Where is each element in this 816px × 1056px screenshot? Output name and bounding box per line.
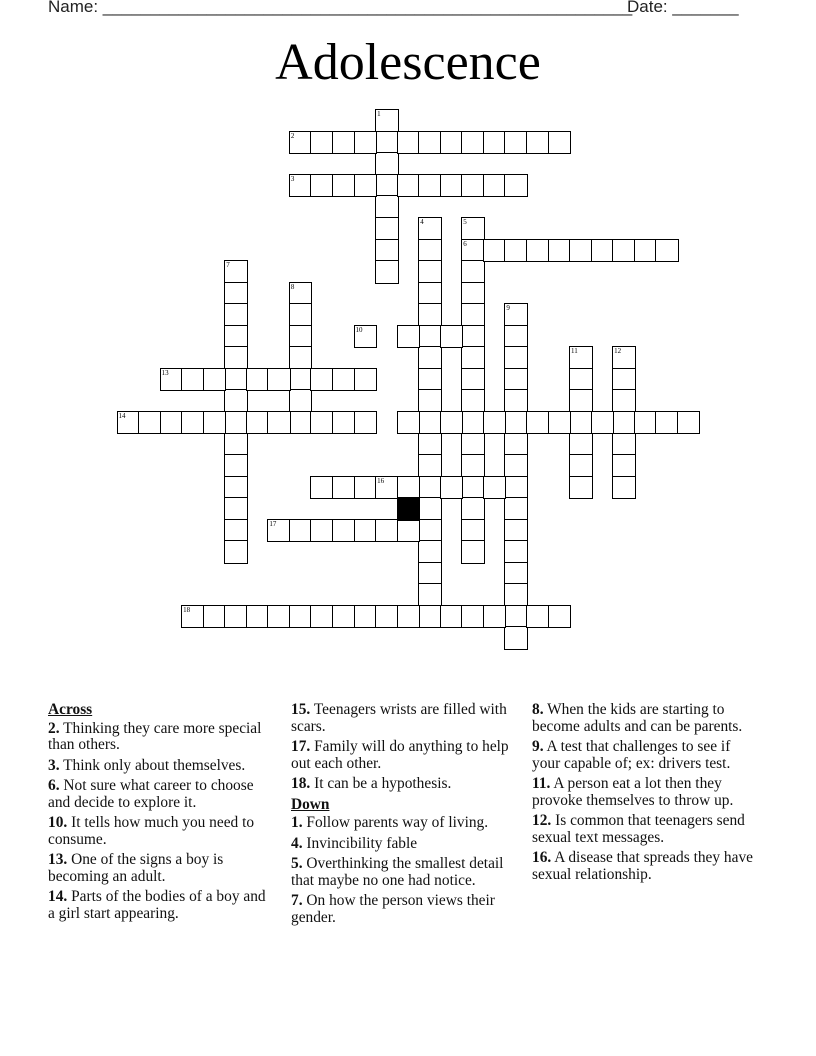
crossword-cell[interactable] (397, 411, 421, 435)
crossword-cell[interactable] (203, 605, 227, 629)
crossword-cell[interactable] (181, 411, 205, 435)
crossword-cell[interactable] (224, 282, 248, 306)
crossword-cell[interactable] (418, 346, 442, 370)
header (0, 0, 816, 21)
crossword-cell[interactable] (117, 411, 141, 435)
clue-number: 16 (377, 476, 385, 485)
clue-across-14: 14. Parts of the bodies of a boy and a girl start appearing. (48, 888, 266, 922)
clue-number: 13 (161, 368, 169, 377)
crossword-cell[interactable] (418, 562, 442, 586)
crossword-cell[interactable] (504, 433, 528, 457)
crossword-cell[interactable] (267, 519, 291, 543)
crossword-cell[interactable] (612, 368, 636, 392)
crossword-cell[interactable] (160, 368, 184, 392)
crossword-cell[interactable] (418, 325, 442, 349)
crossword-cell[interactable] (289, 325, 313, 349)
crossword-cell[interactable] (224, 389, 248, 413)
crossword-cell[interactable] (504, 454, 528, 478)
crossword-cell[interactable] (569, 476, 593, 500)
crossword-cell[interactable] (461, 454, 485, 478)
crossword-cell[interactable] (418, 260, 442, 284)
crossword-cell[interactable] (224, 605, 248, 629)
crossword-cell[interactable] (418, 411, 442, 435)
crossword-cell[interactable] (569, 346, 593, 370)
crossword-cell[interactable] (354, 325, 378, 349)
crossword-cell[interactable] (655, 411, 679, 435)
crossword-cell[interactable] (526, 239, 550, 263)
clue-number: 17 (269, 519, 277, 528)
crossword-cell[interactable] (375, 239, 399, 263)
crossword-cell[interactable] (203, 411, 227, 435)
clue-across-3: 3. Think only about themselves. (48, 756, 246, 774)
crossword-cell[interactable] (418, 540, 442, 564)
clues-column-1 (48, 702, 273, 926)
clues-column-2 (291, 702, 516, 930)
crossword-cell[interactable] (504, 131, 528, 155)
crossword-cell[interactable] (289, 519, 313, 543)
crossword-cell[interactable] (504, 411, 528, 435)
crossword-cell[interactable] (246, 368, 270, 392)
crossword-cell[interactable] (138, 411, 162, 435)
crossword-cell[interactable] (461, 411, 485, 435)
crossword-cell[interactable] (375, 519, 399, 543)
crossword-cell[interactable] (310, 131, 334, 155)
crossword-cell[interactable] (504, 519, 528, 543)
clue-down-5: 5. Overthinking the smallest detail that maybe no one had notice. (291, 855, 504, 889)
crossword-cell[interactable] (418, 239, 442, 263)
crossword-cell[interactable] (267, 411, 291, 435)
crossword-cell[interactable] (181, 605, 205, 629)
clue-number: 3 (290, 174, 295, 183)
crossword-cell[interactable] (224, 260, 248, 284)
crossword-cell[interactable] (310, 174, 334, 198)
clue-down-8: 8. When the kids are starting to become adults and can be parents. (532, 701, 743, 735)
clue-number: 4 (420, 218, 424, 226)
crossword-cell[interactable] (483, 131, 507, 155)
crossword-cell[interactable] (397, 605, 421, 629)
clue-number: 5 (463, 218, 467, 226)
crossword-cell[interactable] (310, 519, 334, 543)
crossword-cell[interactable] (289, 282, 313, 306)
clue-number: 1 (377, 110, 381, 119)
crossword-cell[interactable] (354, 519, 378, 543)
clue-down-9: 9. A test that challenges to see if your capable of; ex: drivers test. (532, 738, 731, 772)
crossword-cell[interactable] (504, 605, 528, 629)
crossword-cell[interactable] (504, 303, 528, 327)
crossword-cell[interactable] (461, 605, 485, 629)
crossword-cell[interactable] (612, 239, 636, 263)
clue-number: 12 (614, 347, 622, 356)
crossword-cell[interactable] (504, 583, 528, 607)
crossword-cell[interactable] (504, 368, 528, 392)
crossword-black-cell (397, 497, 421, 521)
clue-across-6: 6. Not sure what career to choose and decide to explore it. (48, 777, 254, 811)
crossword-cell[interactable] (375, 260, 399, 284)
clue-across-15: 15. Teenagers wrists are filled with scars. (291, 701, 507, 735)
crossword-cell[interactable] (548, 605, 572, 629)
crossword-cell[interactable] (375, 131, 399, 155)
crossword-cell[interactable] (224, 325, 248, 349)
crossword-cell[interactable] (504, 325, 528, 349)
crossword-cell[interactable] (224, 411, 248, 435)
crossword-cell[interactable] (483, 411, 507, 435)
crossword-cell[interactable] (548, 239, 572, 263)
crossword-cell[interactable] (289, 368, 313, 392)
clue-down-12: 12. Is common that teenagers send sexual text messages. (532, 812, 745, 846)
crossword-cell[interactable] (612, 476, 636, 500)
crossword-cell[interactable] (203, 368, 227, 392)
crossword-cell[interactable] (310, 411, 334, 435)
crossword-cell[interactable] (246, 605, 270, 629)
crossword-cell[interactable] (504, 476, 528, 500)
crossword-cell[interactable] (354, 605, 378, 629)
crossword-cell[interactable] (289, 605, 313, 629)
crossword-cell[interactable] (504, 540, 528, 564)
crossword-cell[interactable] (569, 368, 593, 392)
clues-column-3 (532, 702, 760, 887)
crossword-cell[interactable] (461, 131, 485, 155)
crossword-cell[interactable] (354, 411, 378, 435)
crossword-cell[interactable] (655, 239, 679, 263)
crossword-cell[interactable] (569, 389, 593, 413)
crossword-cell[interactable] (375, 152, 399, 176)
crossword-cell[interactable] (526, 605, 550, 629)
crossword-cell[interactable] (461, 303, 485, 327)
crossword-cell[interactable] (677, 411, 701, 435)
crossword-cell[interactable] (634, 411, 658, 435)
crossword-cell[interactable] (224, 476, 248, 500)
crossword-cell[interactable] (483, 174, 507, 198)
crossword-cell[interactable] (224, 368, 248, 392)
crossword-cell[interactable] (591, 411, 615, 435)
crossword-cell[interactable] (375, 605, 399, 629)
crossword-cell[interactable] (224, 303, 248, 327)
crossword-cell[interactable] (440, 174, 464, 198)
crossword-cell[interactable] (504, 174, 528, 198)
clue-across-18: 18. It can be a hypothesis. (291, 775, 452, 792)
crossword-cell[interactable] (418, 174, 442, 198)
clue-across-17: 17. Family will do anything to help out each other. (291, 738, 509, 772)
clue-number: 18 (183, 605, 191, 614)
crossword-cell[interactable] (289, 389, 313, 413)
crossword-cell[interactable] (418, 519, 442, 543)
clue-number: 14 (118, 411, 126, 420)
crossword-cell[interactable] (418, 217, 442, 241)
crossword-cell[interactable] (160, 411, 184, 435)
crossword-cell[interactable] (181, 368, 205, 392)
crossword-cell[interactable] (332, 476, 356, 500)
crossword-cell[interactable] (591, 239, 615, 263)
crossword-cell[interactable] (289, 303, 313, 327)
clue-number: 11 (571, 347, 578, 356)
crossword-cell[interactable] (440, 325, 464, 349)
crossword-cell[interactable] (332, 605, 356, 629)
crossword-cell[interactable] (418, 303, 442, 327)
date-label: Date: _______ (627, 0, 739, 16)
clue-across-10: 10. It tells how much you need to consume. (48, 814, 255, 848)
crossword-cell[interactable] (354, 131, 378, 155)
crossword-cell[interactable] (504, 239, 528, 263)
crossword-cell[interactable] (267, 605, 291, 629)
clue-down-11: 11. A person eat a lot then they provoke themselves to throw up. (532, 775, 734, 809)
crossword-cell[interactable] (354, 368, 378, 392)
crossword-cell[interactable] (440, 605, 464, 629)
crossword-cell[interactable] (224, 433, 248, 457)
crossword-cell[interactable] (548, 131, 572, 155)
crossword-cell[interactable] (418, 497, 442, 521)
crossword-cell[interactable] (461, 282, 485, 306)
crossword-cell[interactable] (375, 217, 399, 241)
crossword-cell[interactable] (569, 239, 593, 263)
crossword-cell[interactable] (504, 626, 528, 650)
name-label: Name: ________________________________________________________ (48, 0, 633, 16)
crossword-cell[interactable] (461, 433, 485, 457)
crossword-cell[interactable] (483, 239, 507, 263)
crossword-cell[interactable] (332, 519, 356, 543)
crossword-cell[interactable] (461, 389, 485, 413)
crossword-cell[interactable] (461, 476, 485, 500)
clue-number: 9 (506, 304, 510, 313)
crossword-cell[interactable] (289, 346, 313, 370)
crossword-cell[interactable] (354, 174, 378, 198)
crossword-cell[interactable] (569, 411, 593, 435)
clue-number: 10 (355, 325, 363, 334)
crossword-cell[interactable] (267, 368, 291, 392)
crossword-cell[interactable] (483, 476, 507, 500)
crossword-cell[interactable] (526, 411, 550, 435)
crossword-cell[interactable] (224, 497, 248, 521)
crossword-cell[interactable] (418, 131, 442, 155)
crossword-cell[interactable] (440, 476, 464, 500)
crossword-cell[interactable] (461, 497, 485, 521)
crossword-cell[interactable] (461, 217, 485, 241)
crossword-cell[interactable] (375, 109, 399, 133)
crossword-cell[interactable] (224, 540, 248, 564)
crossword-cell[interactable] (397, 174, 421, 198)
crossword-cell[interactable] (418, 583, 442, 607)
crossword-cell[interactable] (418, 454, 442, 478)
clue-across-13: 13. One of the signs a boy is becoming an adult. (48, 851, 224, 885)
crossword-cell[interactable] (310, 476, 334, 500)
clue-down-4: 4. Invincibility fable (291, 834, 418, 852)
clue-down-16: 16. A disease that spreads they have sexual relationship. (532, 849, 753, 883)
crossword-cell[interactable] (461, 519, 485, 543)
crossword-cell[interactable] (504, 346, 528, 370)
crossword-cell[interactable] (332, 131, 356, 155)
crossword-cell[interactable] (310, 368, 334, 392)
crossword-cell[interactable] (397, 519, 421, 543)
crossword-cell[interactable] (224, 346, 248, 370)
clue-number: 2 (290, 131, 295, 140)
clue-down-7: 7. On how the person views their gender. (291, 892, 495, 926)
crossword-cell[interactable] (612, 454, 636, 478)
crossword-cell[interactable] (332, 368, 356, 392)
crossword-cell[interactable] (569, 454, 593, 478)
crossword-cell[interactable] (418, 476, 442, 500)
crossword-cell[interactable] (612, 411, 636, 435)
crossword-cell[interactable] (569, 433, 593, 457)
clue-down-1: 1. Follow parents way of living. (291, 814, 489, 831)
crossword-cell[interactable] (332, 174, 356, 198)
crossword-cell[interactable] (612, 346, 636, 370)
crossword-cell[interactable] (354, 476, 378, 500)
crossword-cell[interactable] (418, 282, 442, 306)
crossword-cell[interactable] (397, 476, 421, 500)
crossword-cell[interactable] (461, 239, 485, 263)
crossword-cell[interactable] (634, 239, 658, 263)
crossword-cell[interactable] (310, 605, 334, 629)
across-heading: Across (48, 701, 93, 718)
crossword-cell[interactable] (289, 174, 313, 198)
crossword-cell[interactable] (397, 325, 421, 349)
crossword-cell[interactable] (461, 260, 485, 284)
crossword-cell[interactable] (375, 195, 399, 219)
crossword-cell[interactable] (612, 389, 636, 413)
crossword-cell[interactable] (461, 174, 485, 198)
clue-number: 6 (463, 239, 467, 248)
crossword-cell[interactable] (461, 346, 485, 370)
crossword-cell[interactable] (526, 131, 550, 155)
crossword-cell[interactable] (418, 389, 442, 413)
clue-number: 8 (290, 282, 295, 291)
crossword-cell[interactable] (461, 325, 485, 349)
crossword-cell[interactable] (289, 411, 313, 435)
crossword-cell[interactable] (483, 605, 507, 629)
clue-number: 7 (226, 261, 230, 270)
crossword-cell[interactable] (418, 433, 442, 457)
crossword-cell[interactable] (418, 605, 442, 629)
crossword-cell[interactable] (397, 131, 421, 155)
crossword-cell[interactable] (504, 562, 528, 586)
crossword-cell[interactable] (332, 411, 356, 435)
page-title: Adolescence (275, 34, 541, 91)
crossword-cell[interactable] (289, 131, 313, 155)
crossword-cell[interactable] (548, 411, 572, 435)
crossword-cell[interactable] (461, 540, 485, 564)
down-heading: Down (291, 795, 330, 813)
crossword-cell[interactable] (224, 519, 248, 543)
crossword-cell[interactable] (418, 368, 442, 392)
crossword-cell[interactable] (440, 131, 464, 155)
crossword-cell[interactable] (461, 368, 485, 392)
crossword-cell[interactable] (224, 454, 248, 478)
crossword-cell[interactable] (504, 497, 528, 521)
crossword-cell[interactable] (246, 411, 270, 435)
crossword-cell[interactable] (440, 411, 464, 435)
crossword-cell[interactable] (504, 389, 528, 413)
crossword-cell[interactable] (375, 174, 399, 198)
clue-across-2: 2. Thinking they care more special than others. (48, 719, 262, 753)
crossword-cell[interactable] (612, 433, 636, 457)
crossword-cell[interactable] (375, 476, 399, 500)
